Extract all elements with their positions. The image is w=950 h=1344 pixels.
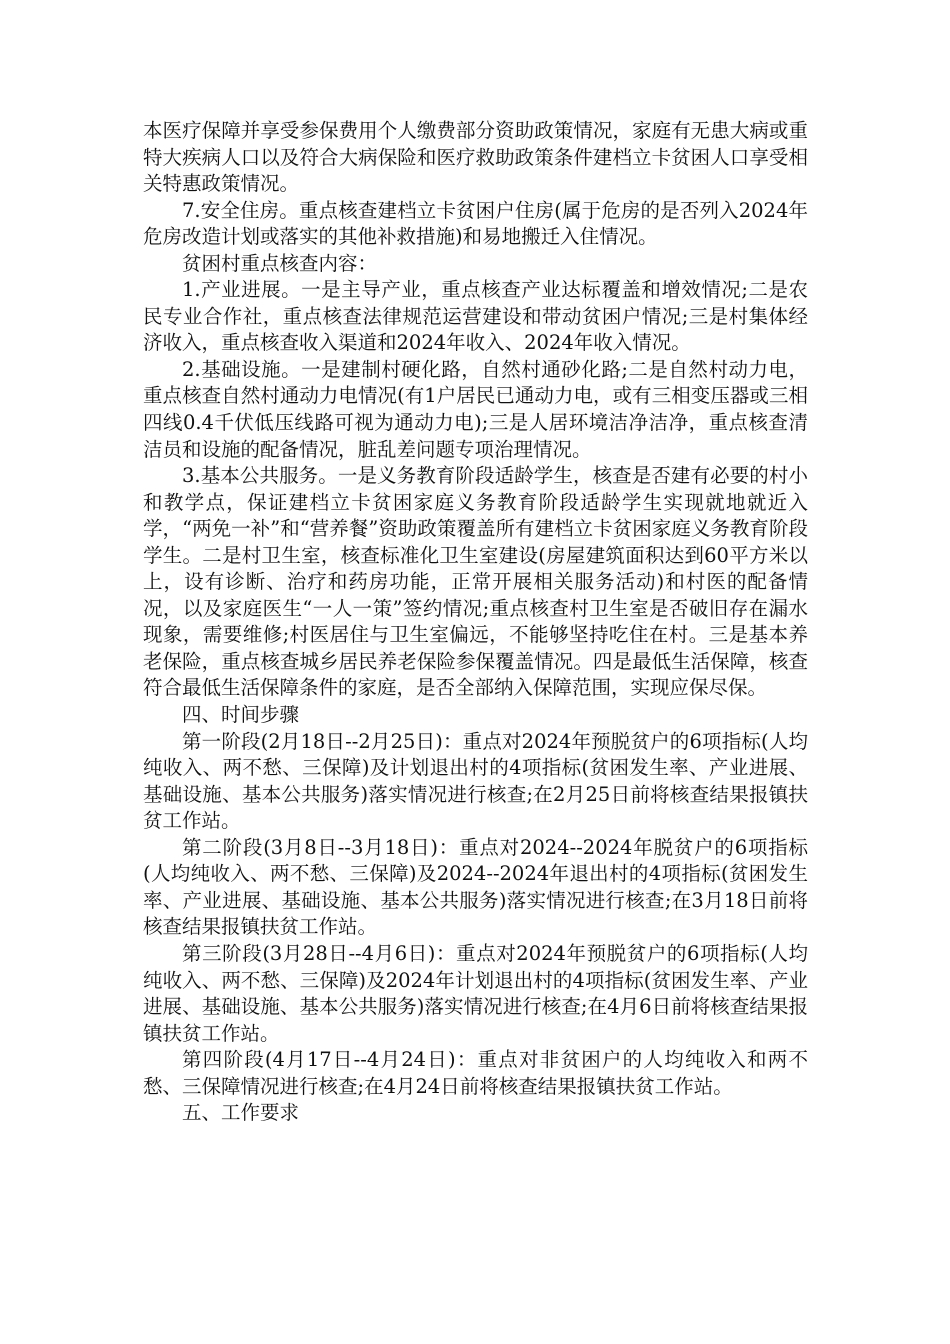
section-heading-work-requirements: 五、工作要求 (182, 1101, 300, 1125)
paragraph-industry-progress: 1.产业进展。一是主导产业，重点核查产业达标覆盖和增效情况;二是农民专业合作社，重点核查法律规范运营建设和带动贫困户情况;三是村集体经济收入，重点核查收入渠道和2024年收入、2024年收入情况。 (143, 278, 808, 355)
document-body (143, 118, 808, 1127)
paragraph-phase-one: 第一阶段(2月18日--2月25日)：重点对2024年预脱贫户的6项指标(人均纯收入、两不愁、三保障)及计划退出村的4项指标(贫困发生率、产业进展、基础设施、基本公共服务)落实情况进行核查;在2月25日前将核查结果报镇扶贫工作站。 (143, 729, 808, 833)
section-heading-time-steps: 四、时间步骤 (182, 703, 300, 727)
paragraph-phase-three: 第三阶段(3月28日--4月6日)：重点对2024年预脱贫户的6项指标(人均纯收入、两不愁、三保障)及2024年计划退出村的4项指标(贫困发生率、产业进展、基础设施、基本公共服务)落实情况进行核查;在4月6日前将核查结果报镇扶贫工作站。 (143, 941, 808, 1045)
paragraph-public-services: 3.基本公共服务。一是义务教育阶段适龄学生，核查是否建有必要的村小和教学点，保证建档立卡贫困家庭义务教育阶段适龄学生实现就地就近入学，“两免一补”和“营养餐”资助政策覆盖所有建档立卡贫困家庭义务教育阶段学生。二是村卫生室，核查标准化卫生室建设(房屋建筑面积达到60平方米以上，设有诊断、治疗和药房功能，正常开展相关服务活动)和村医的配备情况，以及家庭医生“一人一策”签约情况;重点核查村卫生室是否破旧存在漏水现象，需要维修;村医居住与卫生室偏远，不能够坚持吃住在村。三是基本养老保险，重点核查城乡居民养老保险参保覆盖情况。四是最低生活保障，核查符合最低生活保障条件的家庭，是否全部纳入保障范围，实现应保尽保。 (143, 464, 808, 700)
paragraph-phase-two: 第二阶段(3月8日--3月18日)：重点对2024--2024年脱贫户的6项指标(人均纯收入、两不愁、三保障)及2024--2024年退出村的4项指标(贫困发生率、产业进展、基础设施、基本公共服务)落实情况进行核查;在3月18日前将核查结果报镇扶贫工作站。 (143, 835, 808, 939)
paragraph-infrastructure: 2.基础设施。一是建制村硬化路，自然村通砂化路;二是自然村动力电，重点核查自然村通动力电情况(有1户居民已通动力电，或有三相变压器或三相四线0.4千伏低压线路可视为通动力电);三是人居环境洁净洁净，重点核查清洁员和设施的配备情况，脏乱差问题专项治理情况。 (143, 357, 808, 461)
paragraph-safe-housing: 7.安全住房。重点核查建档立卡贫困户住房(属于危房的是否列入2024年危房改造计划或落实的其他补救措施)和易地搬迁入住情况。 (143, 198, 808, 249)
paragraph-medical-security-continued: 本医疗保障并享受参保费用个人缴费部分资助政策情况，家庭有无患大病或重特大疾病人口以及符合大病保险和医疗救助政策条件建档立卡贫困人口享受相关特惠政策情况。 (143, 119, 808, 196)
paragraph-phase-four: 第四阶段(4月17日--4月24日)：重点对非贫困户的人均纯收入和两不愁、三保障情况进行核查;在4月24日前将核查结果报镇扶贫工作站。 (143, 1048, 808, 1098)
paragraph-village-check-heading: 贫困村重点核查内容： (182, 251, 378, 275)
